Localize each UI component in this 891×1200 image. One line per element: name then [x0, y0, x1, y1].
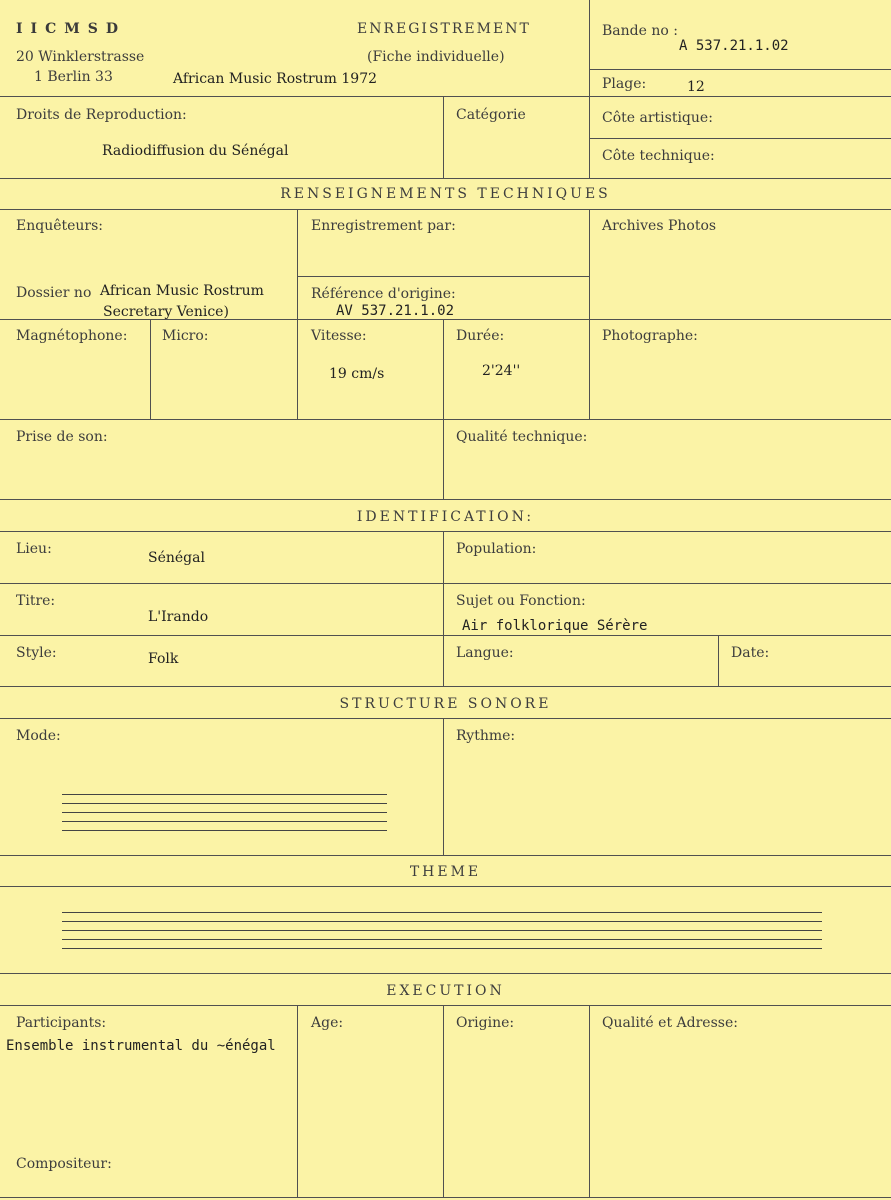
rule-bande-plage — [589, 69, 891, 70]
vrule-categorie — [443, 96, 444, 178]
rule-theme-title-bottom — [0, 886, 891, 887]
enregistrement-par-label: Enregistrement par: — [311, 218, 456, 234]
section-title-structure: STRUCTURE SONORE — [339, 696, 552, 712]
cote-technique-label: Côte technique: — [602, 148, 715, 164]
reference-origine-value[interactable]: AV 537.21.1.02 — [336, 303, 455, 319]
dossier-label: Dossier no — [16, 285, 92, 301]
rule-tech-row2-bottom — [0, 419, 891, 420]
lieu-label: Lieu: — [16, 541, 52, 557]
participants-value[interactable]: Ensemble instrumental du ~énégal — [6, 1038, 276, 1054]
dossier-value-line-2[interactable]: Secretary Venice) — [103, 304, 229, 320]
sujet-fonction-label: Sujet ou Fonction: — [456, 593, 586, 609]
rule-style-bottom — [0, 686, 891, 687]
address-line-1: 20 Winklerstrasse — [16, 49, 145, 65]
photographe-label: Photographe: — [602, 328, 698, 344]
vrule-micro — [150, 319, 151, 419]
mode-label: Mode: — [16, 728, 61, 744]
dossier-value-line-1[interactable]: African Music Rostrum — [100, 283, 264, 299]
droits-label: Droits de Reproduction: — [16, 107, 187, 123]
archives-photos-label: Archives Photos — [602, 218, 717, 234]
population-label: Population: — [456, 541, 537, 557]
langue-label: Langue: — [456, 645, 514, 661]
plage-label: Plage: — [602, 76, 647, 92]
rule-ident-title-bottom — [0, 531, 891, 532]
rule-tech-row3-bottom — [0, 499, 891, 500]
project-name: African Music Rostrum 1972 — [173, 71, 378, 87]
rule-tech-title-bottom — [0, 209, 891, 210]
rule-header-bottom — [0, 96, 891, 97]
section-title-technical: RENSEIGNEMENTS TECHNIQUES — [280, 186, 611, 202]
duree-value[interactable]: 2'24'' — [482, 363, 521, 379]
titre-label: Titre: — [16, 593, 56, 609]
vrule-qualite-adresse — [589, 1005, 590, 1197]
origine-label: Origine: — [456, 1015, 515, 1031]
vrule-tech-col2 — [297, 209, 298, 419]
prise-de-son-label: Prise de son: — [16, 429, 108, 445]
rule-lieu-bottom — [0, 583, 891, 584]
section-title-identification: IDENTIFICATION: — [356, 509, 535, 525]
rule-theme-bottom — [0, 973, 891, 974]
rythme-label: Rythme: — [456, 728, 516, 744]
enqueteurs-label: Enquêteurs: — [16, 218, 104, 234]
vrule-tech-col4 — [589, 209, 590, 419]
rule-titre-bottom — [0, 635, 891, 636]
address-line-2: 1 Berlin 33 — [34, 69, 113, 85]
vrule-age — [297, 1005, 298, 1197]
micro-label: Micro: — [162, 328, 209, 344]
reference-origine-label: Référence d'origine: — [311, 286, 456, 302]
droits-value[interactable]: Radiodiffusion du Sénégal — [102, 143, 289, 159]
rule-cote-split — [589, 138, 891, 139]
style-label: Style: — [16, 645, 57, 661]
titre-value[interactable]: L'Irando — [148, 609, 209, 625]
vrule-ident-col — [443, 531, 444, 686]
qualite-technique-label: Qualité technique: — [456, 429, 588, 445]
vrule-date — [718, 635, 719, 686]
vrule-origine — [443, 1005, 444, 1197]
form-title: ENREGISTREMENT — [357, 21, 531, 37]
date-label: Date: — [731, 645, 770, 661]
qualite-adresse-label: Qualité et Adresse: — [602, 1015, 738, 1031]
age-label: Age: — [311, 1015, 344, 1031]
rule-structure-bottom — [0, 855, 891, 856]
lieu-value[interactable]: Sénégal — [148, 550, 205, 566]
cote-artistique-label: Côte artistique: — [602, 110, 713, 126]
participants-label: Participants: — [16, 1015, 107, 1031]
vrule-duree-qualite — [443, 319, 444, 499]
vrule-structure-col — [443, 718, 444, 855]
rule-form-bottom — [0, 1197, 891, 1198]
rule-exec-title-bottom — [0, 1005, 891, 1006]
rule-structure-title-bottom — [0, 718, 891, 719]
vrule-header-right — [589, 0, 590, 178]
form-subtitle: (Fiche individuelle) — [367, 49, 505, 65]
duree-label: Durée: — [456, 328, 505, 344]
vitesse-value[interactable]: 19 cm/s — [329, 366, 385, 382]
categorie-label: Catégorie — [456, 107, 526, 123]
bande-label: Bande no : — [602, 23, 678, 39]
vitesse-label: Vitesse: — [311, 328, 367, 344]
compositeur-label: Compositeur: — [16, 1156, 112, 1172]
bande-value[interactable]: A 537.21.1.02 — [679, 38, 789, 54]
magnetophone-label: Magnétophone: — [16, 328, 128, 344]
rule-enreg-ref-split — [297, 276, 589, 277]
style-value[interactable]: Folk — [148, 651, 179, 667]
section-title-execution: EXECUTION — [386, 983, 505, 999]
section-title-theme: THEME — [409, 864, 482, 880]
rule-rights-bottom — [0, 178, 891, 179]
plage-value[interactable]: 12 — [687, 79, 705, 95]
sujet-fonction-value[interactable]: Air folklorique Sérère — [462, 618, 648, 634]
org-name: IICMSD — [16, 21, 126, 37]
